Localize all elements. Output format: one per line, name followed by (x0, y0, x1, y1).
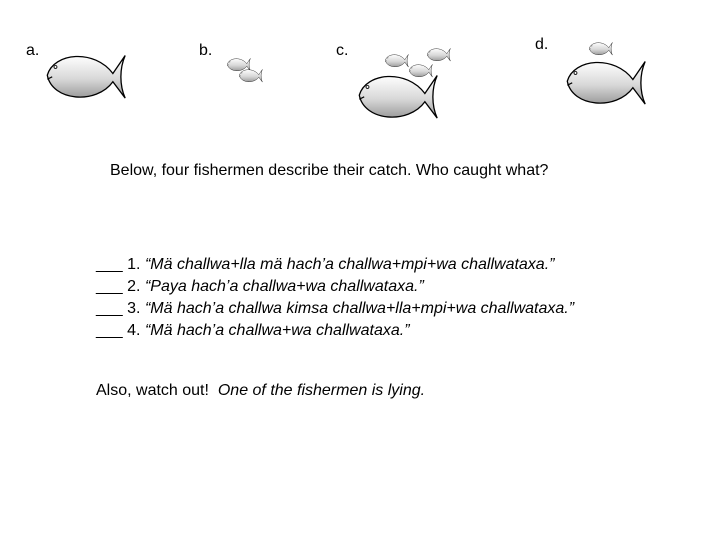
small-fish-d1 (588, 40, 613, 57)
statement-number: 3. (127, 300, 141, 317)
statement-list (96, 254, 574, 342)
statement-1 (96, 254, 574, 276)
instructions: Below, four fishermen describe their catch. Who caught what? (110, 162, 549, 179)
statement-quote: “Mä hach’a challwa+wa challwataxa.” (144, 322, 410, 339)
statement-number: 4. (127, 322, 141, 339)
warning-text: Also, watch out! (96, 382, 218, 399)
big-fish-a (44, 46, 126, 106)
label-b: b. (199, 42, 213, 59)
statement-3 (96, 298, 574, 320)
big-fish-d (564, 52, 646, 112)
warning-italic: One of the fishermen is lying. (217, 382, 426, 399)
answer-blank[interactable]: ___ (96, 278, 123, 295)
statement-quote: “Mä challwa+lla mä hach’a challwa+mpi+wa challwataxa.” (144, 256, 555, 273)
small-fish-c1 (384, 52, 409, 69)
small-fish-c2 (426, 46, 451, 63)
label-c: c. (336, 42, 349, 59)
answer-blank[interactable]: ___ (96, 300, 123, 317)
answer-blank[interactable]: ___ (96, 322, 123, 339)
label-d: d. (535, 36, 549, 53)
statement-number: 1. (127, 256, 141, 273)
small-fish-c3 (408, 62, 433, 79)
statement-2 (96, 276, 574, 298)
small-fish-b2 (238, 67, 263, 84)
statement-number: 2. (127, 278, 141, 295)
warning-note (96, 382, 425, 400)
statement-quote: “Paya hach’a challwa+wa challwataxa.” (144, 278, 424, 295)
statement-quote: “Mä hach’a challwa kimsa challwa+lla+mpi+wa challwataxa.” (144, 300, 575, 317)
answer-blank[interactable]: ___ (96, 256, 123, 273)
label-a: a. (26, 42, 40, 59)
statement-4 (96, 320, 574, 342)
